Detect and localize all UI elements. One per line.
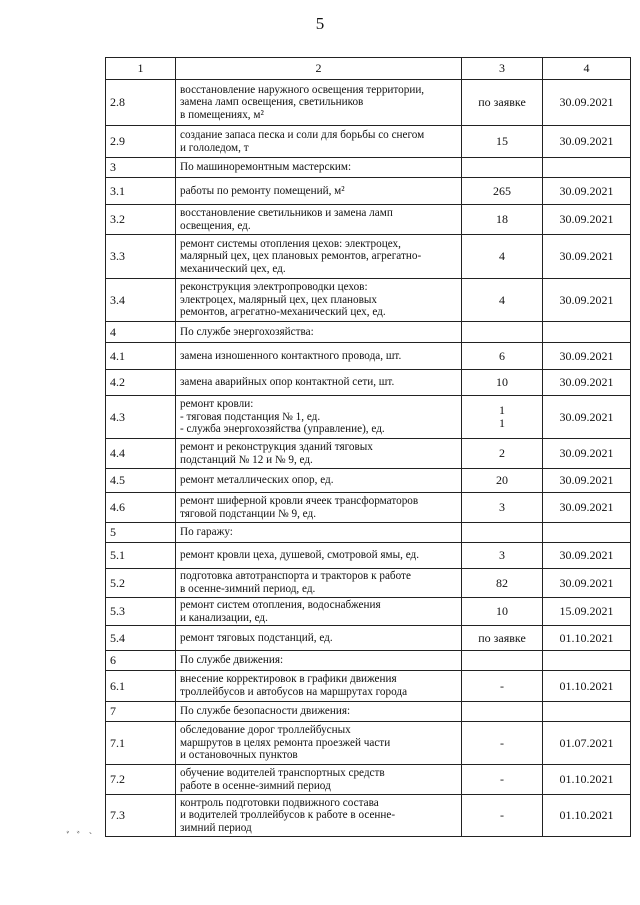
- row-quantity: 15: [462, 126, 543, 158]
- table-row: [106, 523, 631, 543]
- row-description: [176, 671, 462, 702]
- row-quantity: 6: [462, 343, 543, 370]
- description-line: восстановление светильников и замена ламп: [180, 206, 393, 219]
- description-line: ремонт кровли:: [180, 398, 254, 411]
- description-line: По службе энергохозяйства:: [180, 325, 314, 338]
- description-line: ремонт металлических опор, ед.: [180, 474, 334, 487]
- row-number: 4.2: [106, 370, 176, 396]
- description-line: ремонт шиферной кровли ячеек трансформаторов: [180, 494, 419, 507]
- description-line: в помещениях, м²: [180, 108, 264, 121]
- description-line: восстановление наружного освещения территории,: [180, 83, 425, 96]
- row-deadline: 30.09.2021: [543, 126, 631, 158]
- description-line: ремонт системы отопления цехов: электроцех,: [180, 237, 401, 250]
- description-line: По гаражу:: [180, 526, 233, 539]
- row-number: 2.8: [106, 80, 176, 126]
- table-row: [106, 279, 631, 322]
- row-number: 3.3: [106, 235, 176, 279]
- table-row: [106, 343, 631, 370]
- description-line: обучение водителей транспортных средств: [180, 766, 385, 779]
- row-description: [176, 178, 462, 205]
- row-quantity: 10: [462, 370, 543, 396]
- row-number: 4: [106, 322, 176, 343]
- table-row: [106, 795, 631, 837]
- row-quantity: [462, 523, 543, 543]
- table-row: [106, 469, 631, 493]
- row-number: 3.2: [106, 205, 176, 235]
- row-description: [176, 370, 462, 396]
- description-line: в осенне-зимний период, ед.: [180, 583, 316, 595]
- row-number: 2.9: [106, 126, 176, 158]
- table-row: [106, 80, 631, 126]
- table-row: [106, 765, 631, 795]
- description-line: контроль подготовки подвижного состава: [180, 796, 379, 809]
- row-description: [176, 543, 462, 569]
- row-deadline: 01.07.2021: [543, 722, 631, 765]
- row-deadline: 30.09.2021: [543, 493, 631, 523]
- row-number: 5: [106, 523, 176, 543]
- row-quantity: 82: [462, 569, 543, 598]
- description-line: тяговой подстанции № 9, ед.: [180, 507, 316, 520]
- description-line: маршрутов в целях ремонта проезжей части: [180, 736, 391, 749]
- row-number: 5.2: [106, 569, 176, 598]
- row-quantity: 2: [462, 439, 543, 469]
- row-number: 5.4: [106, 626, 176, 651]
- row-description: [176, 343, 462, 370]
- row-description: [176, 235, 462, 279]
- table-row: [106, 158, 631, 178]
- row-number: 4.6: [106, 493, 176, 523]
- row-deadline: 30.09.2021: [543, 279, 631, 322]
- description-line: подстанций № 12 и № 9, ед.: [180, 453, 313, 466]
- row-deadline: 30.09.2021: [543, 543, 631, 569]
- row-number: 5.3: [106, 598, 176, 626]
- row-quantity: по заявке: [462, 80, 543, 126]
- row-number: 7: [106, 702, 176, 722]
- row-deadline: 30.09.2021: [543, 343, 631, 370]
- description-line: - служба энергохозяйства (управление), ед.: [180, 423, 385, 436]
- work-plan-table: [105, 57, 631, 837]
- description-line: ремонт и реконструкция зданий тяговых: [180, 440, 373, 453]
- table-row: [106, 626, 631, 651]
- table-row: [106, 178, 631, 205]
- row-deadline: 30.09.2021: [543, 569, 631, 598]
- table-row: [106, 396, 631, 439]
- row-description: [176, 569, 462, 598]
- row-deadline: [543, 651, 631, 671]
- row-description: [176, 322, 462, 343]
- row-number: 4.5: [106, 469, 176, 493]
- description-line: малярный цех, цех плановых ремонтов, агрегатно-: [180, 250, 422, 263]
- row-quantity: 18: [462, 205, 543, 235]
- row-description: [176, 205, 462, 235]
- header-cell-work: 2: [176, 58, 462, 80]
- row-deadline: 30.09.2021: [543, 469, 631, 493]
- row-deadline: 30.09.2021: [543, 370, 631, 396]
- row-number: 4.4: [106, 439, 176, 469]
- description-line: создание запаса песка и соли для борьбы со снегом: [180, 128, 425, 141]
- description-line: подготовка автотранспорта и тракторов к работе: [180, 570, 411, 583]
- description-line: и остановочных пунктов: [180, 749, 298, 762]
- description-line: зимний период: [180, 821, 252, 834]
- row-deadline: [543, 158, 631, 178]
- header-cell-num: 1: [106, 58, 176, 80]
- row-number: 6: [106, 651, 176, 671]
- row-deadline: 30.09.2021: [543, 439, 631, 469]
- row-quantity: 265: [462, 178, 543, 205]
- row-description: [176, 598, 462, 626]
- row-description: [176, 439, 462, 469]
- table-row: [106, 543, 631, 569]
- table-row: [106, 439, 631, 469]
- description-line: механический цех, ед.: [180, 262, 286, 275]
- row-deadline: 01.10.2021: [543, 671, 631, 702]
- table-row: [106, 322, 631, 343]
- row-quantity: -: [462, 765, 543, 795]
- table-row: [106, 702, 631, 722]
- row-number: 7.2: [106, 765, 176, 795]
- row-deadline: 30.09.2021: [543, 80, 631, 126]
- row-description: [176, 158, 462, 178]
- row-deadline: 30.09.2021: [543, 396, 631, 439]
- table-row: [106, 569, 631, 598]
- row-deadline: 30.09.2021: [543, 205, 631, 235]
- row-quantity: 3: [462, 543, 543, 569]
- table-row: [106, 205, 631, 235]
- table-row: [106, 598, 631, 626]
- row-quantity: 4: [462, 279, 543, 322]
- description-line: освещения, ед.: [180, 219, 251, 232]
- row-quantity: 20: [462, 469, 543, 493]
- row-deadline: [543, 702, 631, 722]
- row-number: 6.1: [106, 671, 176, 702]
- table-row: [106, 671, 631, 702]
- header-cell-date: 4: [543, 58, 631, 80]
- row-quantity: [462, 651, 543, 671]
- description-line: ремонтов, агрегатно-механический цех, ед.: [180, 306, 386, 319]
- row-description: [176, 279, 462, 322]
- description-line: электроцех, малярный цех, цех плановых: [180, 293, 378, 306]
- description-line: замена аварийных опор контактной сети, шт.: [180, 376, 395, 389]
- row-number: 4.3: [106, 396, 176, 439]
- row-deadline: 15.09.2021: [543, 598, 631, 626]
- row-description: [176, 493, 462, 523]
- row-quantity: -: [462, 722, 543, 765]
- row-description: [176, 396, 462, 439]
- description-line: и гололедом, т: [180, 141, 249, 154]
- row-description: [176, 469, 462, 493]
- table-row: [106, 126, 631, 158]
- row-description: [176, 126, 462, 158]
- row-description: [176, 626, 462, 651]
- description-line: По службе движения:: [180, 654, 284, 667]
- row-deadline: 30.09.2021: [543, 235, 631, 279]
- description-line: троллейбусов и автобусов на маршрутах города: [180, 686, 408, 698]
- row-deadline: 01.10.2021: [543, 795, 631, 837]
- description-line: По машиноремонтным мастерским:: [180, 161, 352, 174]
- row-description: [176, 795, 462, 837]
- description-line: замена изношенного контактного провода, шт.: [180, 349, 402, 362]
- row-quantity: 10: [462, 598, 543, 626]
- row-quantity: [462, 322, 543, 343]
- row-deadline: 01.10.2021: [543, 765, 631, 795]
- row-description: [176, 702, 462, 722]
- row-number: 5.1: [106, 543, 176, 569]
- row-deadline: [543, 523, 631, 543]
- description-line: - тяговая подстанция № 1, ед.: [180, 410, 321, 423]
- row-number: 7.1: [106, 722, 176, 765]
- row-description: [176, 765, 462, 795]
- row-description: [176, 722, 462, 765]
- table-row: [106, 651, 631, 671]
- row-deadline: [543, 322, 631, 343]
- row-quantity: -: [462, 795, 543, 837]
- row-quantity: [462, 702, 543, 722]
- row-deadline: 01.10.2021: [543, 626, 631, 651]
- description-line: обследование дорог троллейбусных: [180, 724, 351, 737]
- table-row: [106, 493, 631, 523]
- description-line: ремонт тяговых подстанций, ед.: [180, 631, 333, 644]
- table-row: [106, 722, 631, 765]
- row-quantity: -: [462, 671, 543, 702]
- row-quantity: 1 1: [462, 396, 543, 439]
- row-number: 3.4: [106, 279, 176, 322]
- table-row: [106, 235, 631, 279]
- table-header-row: [106, 58, 631, 80]
- table-row: [106, 370, 631, 396]
- header-cell-qty: 3: [462, 58, 543, 80]
- row-quantity: 3: [462, 493, 543, 523]
- description-line: ремонт кровли цеха, душевой, смотровой ямы, ед.: [180, 549, 420, 562]
- row-deadline: 30.09.2021: [543, 178, 631, 205]
- description-line: работе в осенне-зимний период: [180, 779, 331, 792]
- description-line: ремонт систем отопления, водоснабжения: [180, 598, 381, 611]
- page-number: 5: [315, 14, 325, 33]
- row-number: 7.3: [106, 795, 176, 837]
- row-quantity: по заявке: [462, 626, 543, 651]
- row-description: [176, 523, 462, 543]
- description-line: По службе безопасности движения:: [180, 705, 351, 718]
- row-number: 3: [106, 158, 176, 178]
- row-description: [176, 651, 462, 671]
- description-line: замена ламп освещения, светильников: [180, 96, 364, 109]
- row-number: 3.1: [106, 178, 176, 205]
- description-line: и водителей троллейбусов к работе в осенне-: [180, 809, 396, 822]
- description-line: реконструкция электропроводки цехов:: [180, 281, 368, 294]
- margin-mark: ﾞ ﾞ ˋ: [66, 831, 95, 843]
- row-quantity: [462, 158, 543, 178]
- description-line: и канализации, ед.: [180, 611, 268, 624]
- description-line: внесение корректировок в графики движения: [180, 673, 397, 686]
- row-number: 4.1: [106, 343, 176, 370]
- row-quantity: 4: [462, 235, 543, 279]
- description-line: работы по ремонту помещений, м²: [180, 184, 345, 197]
- row-description: [176, 80, 462, 126]
